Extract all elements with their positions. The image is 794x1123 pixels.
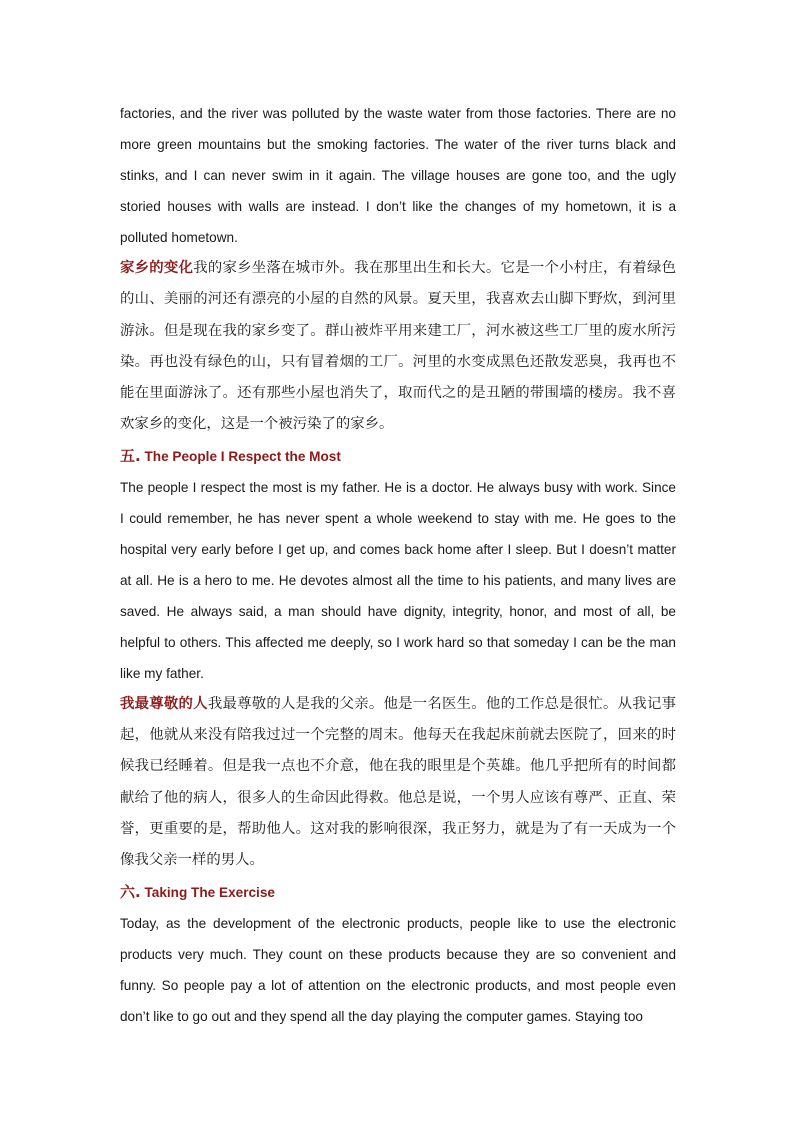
section5-chinese-paragraph xyxy=(120,689,676,877)
section6-heading xyxy=(120,877,676,908)
section5-number: 五. xyxy=(120,446,141,465)
section5-chinese-body: 我最尊敬的人是我的父亲。他是一名医生。他的工作总是很忙。从我记事起，他就从来没有陪我过过一个完整的周末。他每天在我起床前就去医院了，回来的时候我已经睡着。但是我一点也不介意，他在我的眼里是个英雄。他几乎把所有的时间都献给了他的病人，很多人的生命因此得救。他总是说，一个男人应该有尊严、正直、荣誉，更重要的是，帮助他人。这对我的影响很深，我正努力，就是为了有一天成为一个像我父亲一样的男人。 xyxy=(120,695,676,869)
section4-chinese-body: 我的家乡坐落在城市外。我在那里出生和长大。它是一个小村庄，有着绿色的山、美丽的河还有漂亮的小屋的自然的风景。夏天里，我喜欢去山脚下野炊，到河里游泳。但是现在我的家乡变了。群山被炸平用来建工厂，河水被这些工厂里的废水所污染。再也没有绿色的山，只有冒着烟的工厂。河里的水变成黑色还散发恶臭，我再也不能在里面游泳了。还有那些小屋也消失了，取而代之的是丑陋的带围墙的楼房。我不喜欢家乡的变化，这是一个被污染了的家乡。 xyxy=(120,260,676,433)
section5-english-paragraph: The people I respect the most is my father. He is a doctor. He always busy with work. Since I could remember, he has never spent a whole weekend to stay with me. He goes to the hospital very early before I get up, and comes back home after I sleep. But I doesn’t matter at all. He is a hero to me. He devotes almost all the time to his patients, and many lives are saved. He always said, a man should have dignity, integrity, honor, and most of all, be helpful to others. This affected me deeply, so I work hard so that someday I can be the man like my father. xyxy=(120,479,676,681)
section4-chinese-paragraph xyxy=(120,253,676,441)
section4-chinese-title: 家乡的变化 xyxy=(120,260,194,276)
section5-heading xyxy=(120,441,676,472)
document-page xyxy=(120,98,676,1032)
section5-chinese-title: 我最尊敬的人 xyxy=(120,695,208,712)
section6-heading-text: Taking The Exercise xyxy=(144,884,275,900)
section5-heading-text: The People I Respect the Most xyxy=(144,448,341,464)
section4-english-paragraph: factories, and the river was polluted by the waste water from those factories. There are no more green mountains but the smoking factories. The water of the river turns black and stinks, and I can never swim in it again. The village houses are gone too, and the ugly storied houses with walls are instead. I don’t like the changes of my hometown, it is a polluted hometown. xyxy=(120,106,676,245)
section6-english-paragraph: Today, as the development of the electronic products, people like to use the electronic products very much. They count on these products because they are so convenient and funny. So people pay a lot of attention on the electronic products, and most people even don’t like to go out and they spend all the day playing the computer games. Staying too xyxy=(120,915,676,1024)
section6-number: 六. xyxy=(120,882,141,901)
